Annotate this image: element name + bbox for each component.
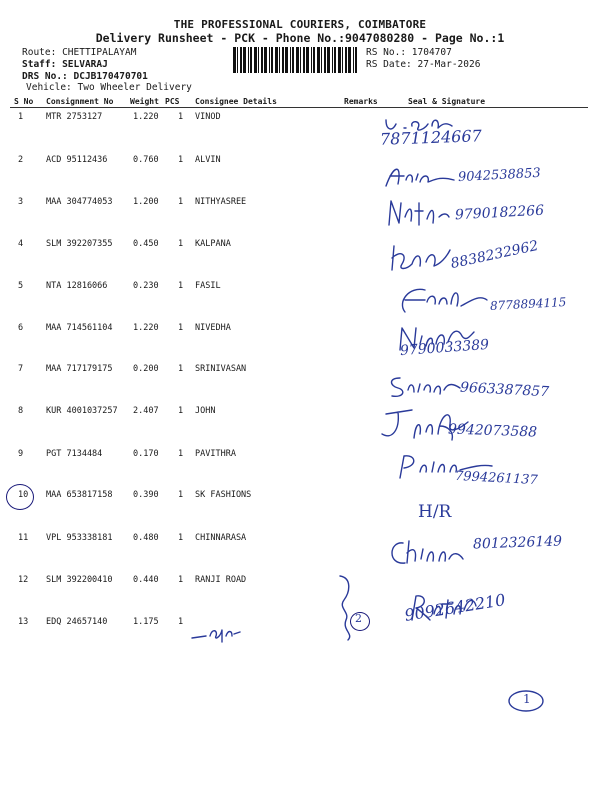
consignee-cell: NIVEDHA [195,323,231,333]
consignment-cell: MTR 2753127 [46,112,103,122]
weight-cell: 0.390 [133,490,159,500]
weight-cell: 1.200 [133,197,159,207]
barcode-bar [338,47,341,73]
vehicle-value: Two Wheeler Delivery [77,82,192,93]
barcode-bar [317,47,320,73]
barcode-bar [269,47,270,73]
pcs-cell: 1 [178,617,184,627]
consignment-cell: MAA 714561104 [46,323,113,333]
weight-cell: 0.200 [133,364,159,374]
pcs-cell: 1 [178,449,184,459]
barcode-bar [285,47,288,73]
pcs-cell: 1 [178,533,184,543]
barcode-bar [258,47,259,73]
pcs-cell: 1 [178,197,184,207]
barcode-bar [334,47,336,73]
consignee-cell: RANJI ROAD [195,575,247,585]
consignee-cell: SRINIVASAN [195,364,247,374]
consignment-cell: NTA 12816066 [46,281,108,291]
mark-2-text: 2 [355,612,362,625]
barcode-bar [261,47,263,73]
pcs-cell: 1 [178,364,184,374]
drs-line [22,71,148,82]
pcs-cell: 1 [178,281,184,291]
phone-9: 7994261137 [454,468,539,489]
weight-cell: 1.220 [133,323,159,333]
consignee-cell: ALVIN [195,155,221,165]
barcode-bar [250,47,252,73]
barcode-bar [275,47,278,73]
consignee-cell: SK FASHIONS [195,490,252,500]
phone-4: 8838232962 [449,237,540,273]
consignment-cell: ACD 95112436 [46,155,108,165]
sno-cell: 3 [18,197,24,207]
barcode-bar [324,47,326,73]
barcode-bar [345,47,347,73]
consignment-cell: SLM 392207355 [46,239,113,249]
barcode-bar [292,47,294,73]
rs-date-line [366,59,480,70]
sno-cell: 4 [18,239,24,249]
col-consignment: Consignment No [46,97,114,106]
sno-cell: 2 [18,155,24,165]
sno-cell: 12 [18,575,29,585]
col-pcs: PCS [165,97,180,106]
barcode-bar [240,47,242,73]
rs-no-label: RS No.: [366,47,407,58]
vehicle-line [26,82,192,93]
staff-value: SELVARAJ [62,59,108,70]
phone-2: 9042538853 [457,165,542,186]
sno-cell: 1 [18,112,24,122]
signature-13 [188,622,248,646]
phone-11: 8012326149 [472,533,563,553]
barcode-bar [243,47,246,73]
barcode-bar [311,47,312,73]
barcode-bar [306,47,309,73]
consignee-cell: FASIL [195,281,221,291]
pcs-cell: 1 [178,575,184,585]
consignment-cell: PGT 7134484 [46,449,103,459]
barcode-bar [300,47,301,73]
consignee-cell: KALPANA [195,239,231,249]
barcode-bar [282,47,284,73]
vehicle-label: Vehicle: [26,82,72,93]
sno-cell: 5 [18,281,24,291]
barcode-bar [327,47,330,73]
weight-cell: 1.175 [133,617,159,627]
weight-cell: 0.230 [133,281,159,291]
pcs-cell: 1 [178,239,184,249]
barcode-bar [321,47,322,73]
consignment-cell: KUR 4001037257 [46,406,118,416]
route-value: CHETTIPALAYAM [62,47,137,58]
row-10-circle-mark [6,484,34,510]
barcode-bar [355,47,357,73]
col-seal-signature: Seal & Signature [408,97,486,106]
consignment-cell: EDQ 24657140 [46,617,108,627]
header-divider [10,107,588,108]
staff-label: Staff: [22,59,57,70]
signature-7 [384,372,464,402]
sno-cell: 7 [18,364,24,374]
col-weight: Weight [130,97,159,106]
note-10: H/R [418,502,452,522]
brace-mark [334,572,374,642]
sno-cell: 13 [18,617,29,627]
barcode-bar [233,47,236,73]
barcode-bar [237,47,238,73]
staff-line [22,59,108,70]
weight-cell: 0.480 [133,533,159,543]
pcs-cell: 1 [178,490,184,500]
rs-date-value: 27-Mar-2026 [417,59,481,70]
sno-cell: 10 [18,490,29,500]
barcode-bar [313,47,315,73]
barcode-bar [264,47,267,73]
barcode-bar [248,47,249,73]
phone-1: 7871124667 [379,126,483,149]
weight-cell: 0.440 [133,575,159,585]
consignment-cell: MAA 304774053 [46,197,113,207]
signature-4 [386,240,456,276]
runsheet-subtitle: Delivery Runsheet - PCK - Phone No.:9047080280 - Page No.:1 [95,31,505,45]
pcs-cell: 1 [178,112,184,122]
weight-cell: 1.220 [133,112,159,122]
phone-12: 9092642210 [403,590,507,625]
page-mark-text: 1 [523,692,531,706]
barcode-bar [290,47,291,73]
barcode-bar [303,47,305,73]
barcode-bar [353,47,354,73]
barcode-bar [348,47,351,73]
barcode-image [233,47,361,73]
sno-cell: 9 [18,449,24,459]
signature-11 [385,537,475,569]
weight-cell: 0.450 [133,239,159,249]
consignment-cell: SLM 392200410 [46,575,113,585]
signature-3 [385,197,455,229]
col-sno: S No [14,97,34,106]
phone-6: 9790033389 [399,336,490,360]
barcode-bar [271,47,273,73]
consignment-cell: VPL 953338181 [46,533,113,543]
col-remarks: Remarks [344,97,378,106]
consignee-cell: VINOD [195,112,221,122]
rs-date-label: RS Date: [366,59,412,70]
consignee-cell: CHINNARASA [195,533,247,543]
rs-no-value: 1704707 [411,47,452,58]
phone-7: 9663387857 [459,379,550,401]
consignee-cell: PAVITHRA [195,449,236,459]
sno-cell: 6 [18,323,24,333]
consignment-cell: MAA 717179175 [46,364,113,374]
signature-2 [382,162,462,192]
barcode-bar [254,47,257,73]
drs-label: DRS No.: [22,71,68,82]
pcs-cell: 1 [178,406,184,416]
pcs-cell: 1 [178,323,184,333]
consignee-cell: NITHYASREE [195,197,247,207]
consignment-cell: MAA 653817158 [46,490,113,500]
weight-cell: 2.407 [133,406,159,416]
barcode-bar [296,47,299,73]
route-label: Route: [22,47,57,58]
phone-5: 8778894115 [489,295,567,313]
sno-cell: 11 [18,533,29,543]
weight-cell: 0.170 [133,449,159,459]
consignee-cell: JOHN [195,406,216,416]
barcode-bar [332,47,333,73]
sno-cell: 8 [18,406,24,416]
barcode-bar [342,47,343,73]
phone-3: 9790182266 [454,202,545,224]
rs-no-line [366,47,452,58]
pcs-cell: 1 [178,155,184,165]
drs-value: DCJB170470701 [73,71,148,82]
col-consignee: Consignee Details [195,97,277,106]
barcode-bar [279,47,280,73]
phone-8: 9942073588 [447,421,538,441]
weight-cell: 0.760 [133,155,159,165]
signature-5 [395,282,490,318]
route-line [22,47,136,58]
runsheet-title: THE PROFESSIONAL COURIERS, COIMBATORE [173,18,427,31]
